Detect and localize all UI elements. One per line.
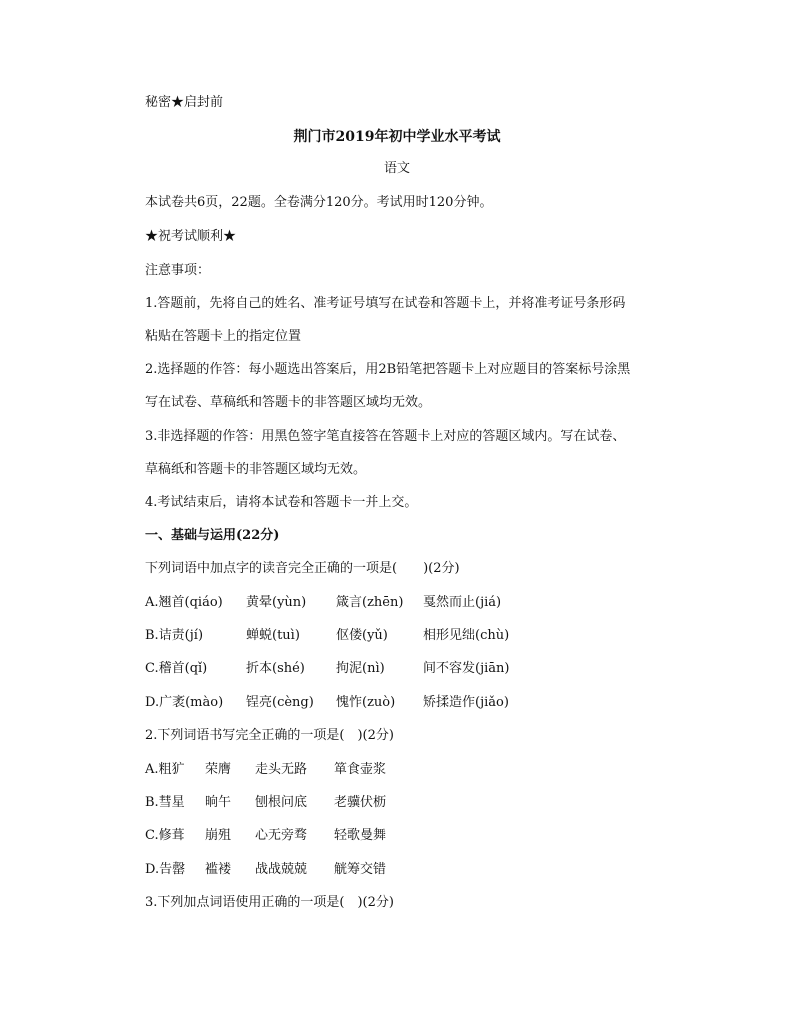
option-term: 箴言(zhēn) (336, 595, 404, 610)
option-term: 愧怍(zuò) (336, 695, 396, 710)
option-term: D.广袤(mào) (145, 695, 224, 710)
note-line: 4.考试结束后，请将本试卷和答题卡一并上交。 (145, 495, 418, 510)
option-term: 刨根问底 (255, 795, 308, 810)
option-term: 戛然而止(jiá) (423, 595, 502, 610)
note-line: 2.选择题的作答：每小题选出答案后，用2B铅笔把答题卡上对应题目的答案标号涂黑 (145, 362, 631, 377)
option-term: 黄晕(yùn) (246, 595, 307, 610)
option-term: B.彗星 (145, 795, 185, 810)
note-line: 1.答题前，先将自己的姓名、准考证号填写在试卷和答题卡上，并将准考证号条形码 (145, 296, 626, 311)
option-term: C.稽首(qǐ) (145, 661, 208, 676)
section-heading: 一、基础与运用(22分) (145, 528, 280, 543)
option-term: 轻歌曼舞 (334, 828, 387, 843)
option-term: 战战兢兢 (255, 862, 308, 877)
note-line: 3.非选择题的作答：用黑色签字笔直接答在答题卡上对应的答题区域内。写在试卷、 (145, 429, 626, 444)
option-term: 荣膺 (205, 762, 232, 777)
question-2-stem: 2.下列词语书写完全正确的一项是( )(2分) (145, 728, 394, 743)
subject-label: 语文 (383, 161, 410, 176)
option-term: D.告罄 (145, 862, 186, 877)
option-term: 箪食壶浆 (334, 762, 387, 777)
option-term: 折本(shé) (246, 661, 305, 676)
option-term: A.翘首(qiáo) (145, 595, 223, 610)
note-line: 草稿纸和答题卡的非答题区域均无效。 (145, 462, 367, 477)
notes-title: 注意事项： (145, 263, 211, 278)
option-term: 心无旁骛 (255, 828, 308, 843)
option-term: 崩殂 (205, 828, 232, 843)
option-term: 伛偻(yǔ) (336, 628, 388, 643)
option-term: 蝉蜕(tuì) (246, 628, 300, 643)
option-term: 锃亮(cèng) (246, 695, 314, 710)
option-term: 矫揉造作(jiǎo) (423, 695, 509, 710)
option-term: 走头无路 (255, 762, 308, 777)
option-term: A.粗犷 (145, 762, 185, 777)
note-line: 写在试卷、草稿纸和答题卡的非答题区域均无效。 (145, 395, 432, 410)
option-term: 间不容发(jiān) (423, 661, 510, 676)
option-term: 褴褛 (205, 862, 232, 877)
exam-title: 荆门市2019年初中学业水平考试 (293, 129, 501, 145)
note-line: 粘贴在答题卡上的指定位置 (145, 329, 302, 344)
option-term: 晌午 (205, 795, 232, 810)
option-term: B.诘责(jí) (145, 628, 204, 643)
option-term: 拘泥(nì) (336, 661, 385, 676)
option-term: C.修葺 (145, 828, 185, 843)
option-term: 觥筹交错 (334, 862, 387, 877)
exam-info: 本试卷共6页，22题。全卷满分120分。考试用时120分钟。 (145, 195, 493, 210)
question-1-stem: 下列词语中加点字的读音完全正确的一项是( )(2分) (145, 561, 460, 576)
question-3-stem: 3.下列加点词语使用正确的一项是( )(2分) (145, 895, 394, 910)
option-term: 老骥伏枥 (334, 795, 387, 810)
wish-text: ★祝考试顺利★ (145, 229, 237, 244)
option-term: 相形见绌(chù) (423, 628, 510, 643)
secret-label: 秘密★启封前 (145, 95, 224, 110)
